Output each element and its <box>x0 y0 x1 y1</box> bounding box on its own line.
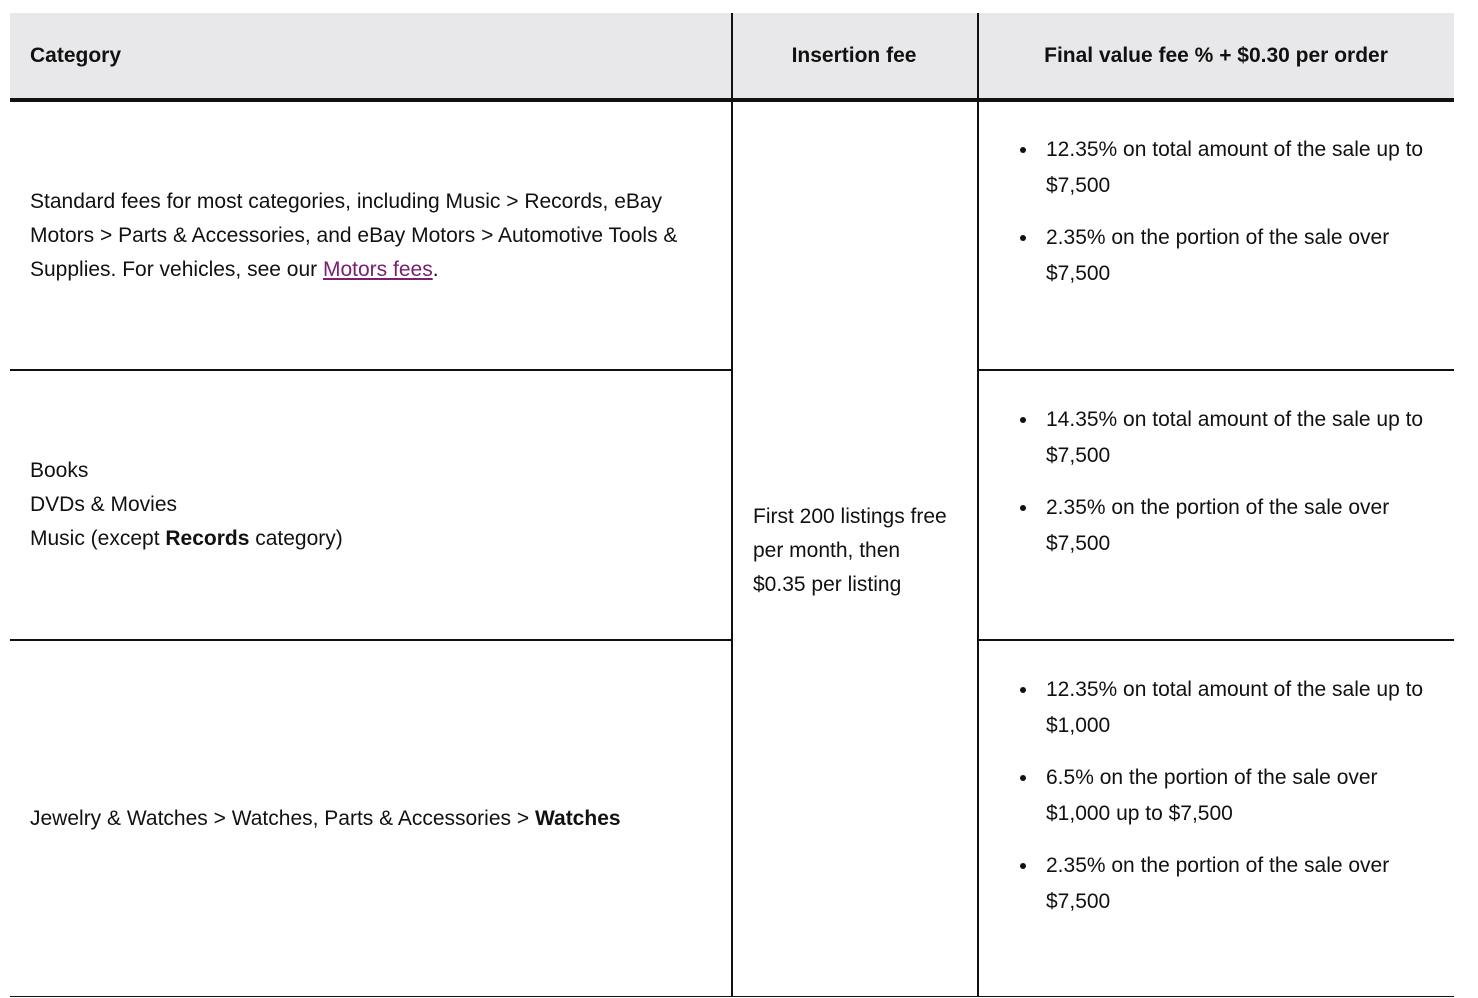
header-insertion-fee: Insertion fee <box>791 43 917 67</box>
column-divider <box>731 13 733 997</box>
row-divider <box>978 639 1454 641</box>
fee-table <box>10 13 1454 997</box>
category-dvds: DVDs & Movies <box>30 493 178 516</box>
insertion-fee-line: per month, then <box>753 539 901 562</box>
insertion-fee-line: $0.35 per listing <box>753 573 902 596</box>
list-item: 12.35% on total amount of the sale up to $1,000 <box>978 672 1454 744</box>
category-text: Jewelry & Watches > Watches, Parts & Accessories > Watches <box>30 807 621 830</box>
list-item: 12.35% on total amount of the sale up to $7,500 <box>978 132 1454 204</box>
category-music: Music (except Records category) <box>30 527 343 550</box>
fee-list <box>978 672 1454 920</box>
table-row-watches-category <box>30 641 720 997</box>
table-row-standard-category <box>30 102 720 369</box>
category-text: Standard fees for most categories, including Music > Records, eBay Motors > Parts & Accessories, and eBay Motors > Automotive Tools & Supplies. For vehicles, see our Motors fees. <box>30 189 678 281</box>
motors-fees-link[interactable]: Motors fees <box>322 257 433 281</box>
list-item: 6.5% on the portion of the sale over $1,000 up to $7,500 <box>978 760 1454 832</box>
table-row-media-category <box>30 371 720 639</box>
list-item: 14.35% on total amount of the sale up to $7,500 <box>978 402 1454 474</box>
list-item: 2.35% on the portion of the sale over $7,500 <box>978 848 1454 920</box>
header-final-value-fee: Final value fee % + $0.30 per order <box>1044 43 1388 67</box>
fee-list <box>978 402 1454 562</box>
list-item: 2.35% on the portion of the sale over $7,500 <box>978 220 1454 292</box>
insertion-fee-line: First 200 listings free <box>753 505 947 528</box>
final-value-fee-cell <box>978 132 1454 308</box>
list-item: 2.35% on the portion of the sale over $7,500 <box>978 490 1454 562</box>
fee-list <box>978 132 1454 292</box>
category-books: Books <box>30 459 89 482</box>
category-text <box>30 454 343 556</box>
header-category: Category <box>30 43 122 67</box>
final-value-fee-cell <box>978 672 1454 936</box>
final-value-fee-cell <box>978 402 1454 578</box>
row-divider <box>978 369 1454 371</box>
insertion-fee-cell <box>753 500 968 602</box>
